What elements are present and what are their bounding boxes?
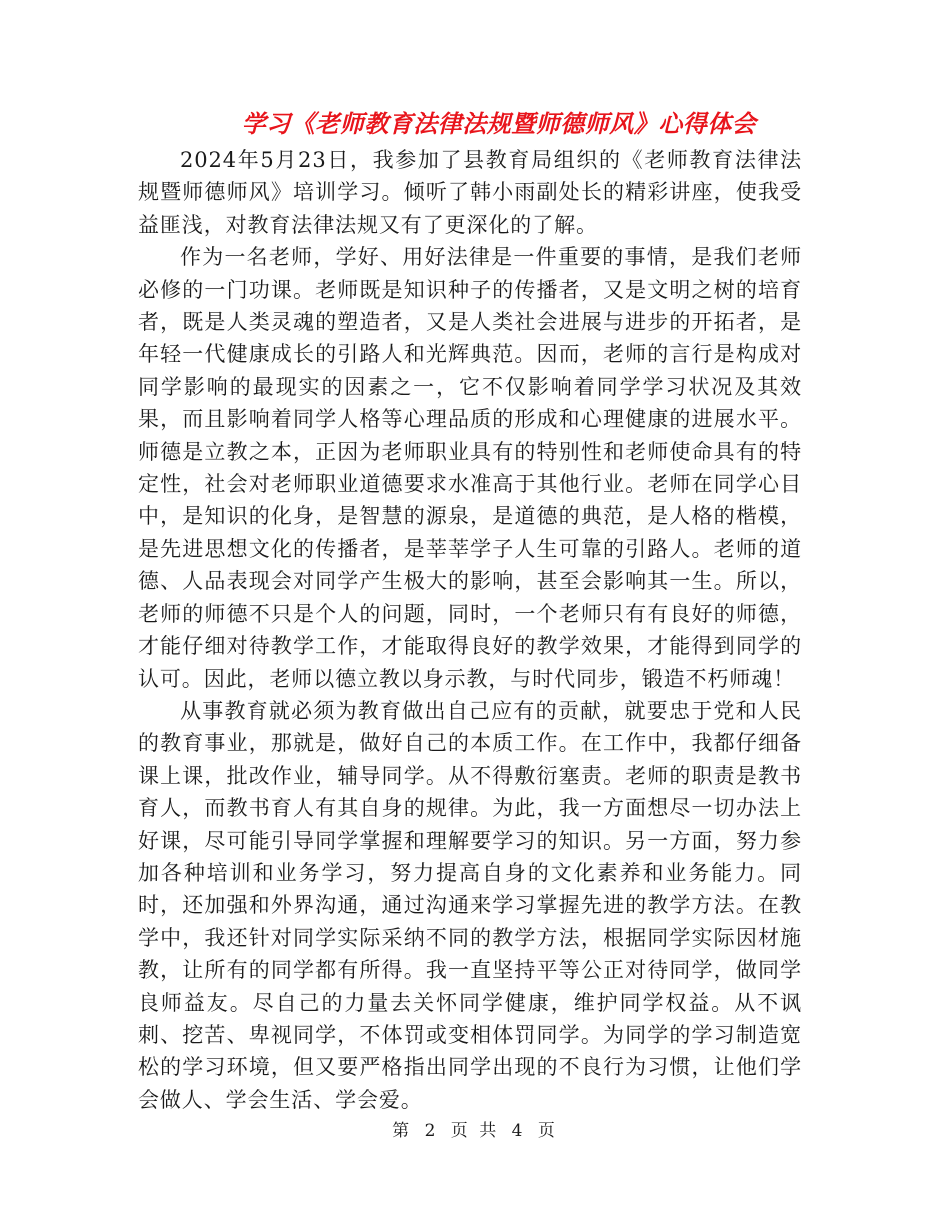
footer-total-pages: 4: [511, 1121, 526, 1141]
paragraph-teacher-ethics: 作为一名老师，学好、用好法律是一件重要的事情，是我们老师必修的一门功课。老师既是知识种子的传播者，又是文明之树的培育者，既是人类灵魂的塑造者，又是人类社会进展与进步的开拓者，是年轻一代健康成长的引路人和光辉典范。因而，老师的言行是构成对同学影响的最现实的因素之一，它不仅影响着同学学习状况及其效果，而且影响着同学人格等心理品质的形成和心理健康的进展水平。师德是立教之本，正因为老师职业具有的特别性和老师使命具有的特定性，社会对老师职业道德要求水准高于其他行业。老师在同学心目中，是知识的化身，是智慧的源泉，是道德的典范，是人格的楷模，是先进思想文化的传播者，是莘莘学子人生可靠的引路人。老师的道德、人品表现会对同学产生极大的影响，甚至会影响其一生。所以，老师的师德不只是个人的问题，同时，一个老师只有有良好的师德，才能仔细对待教学工作，才能取得良好的教学效果，才能得到同学的认可。因此，老师以德立教以身示教，与时代同步，锻造不朽师魂！: [138, 245, 802, 691]
page-footer: [0, 1116, 950, 1141]
footer-middle: 页 共: [450, 1121, 500, 1141]
paragraph-intro: 2024年5月23日，我参加了县教育局组织的《老师教育法律法规暨师德师风》培训学习。倾听了韩小雨副处长的精彩讲座，使我受益匪浅，对教育法律法规又有了更深化的了解。: [138, 148, 802, 237]
document-body: [138, 144, 802, 1116]
document-title: 学习《老师教育法律法规暨师德师风》心得体会: [241, 109, 757, 138]
footer-prefix: 第: [392, 1121, 413, 1141]
footer-suffix: 页: [537, 1121, 558, 1141]
footer-current-page: 2: [424, 1121, 439, 1141]
paragraph-teaching-practice: 从事教育就必须为教育做出自己应有的贡献，就要忠于党和人民的教育事业，那就是，做好自己的本质工作。在工作中，我都仔细备课上课，批改作业，辅导同学。从不得敷衍塞责。老师的职责是教书育人，而教书育人有其自身的规律。为此，我一方面想尽一切办法上好课，尽可能引导同学掌握和理解要学习的知识。另一方面，努力参加各种培训和业务学习，努力提高自身的文化素养和业务能力。同时，还加强和外界沟通，通过沟通来学习掌握先进的教学方法。在教学中，我还针对同学实际采纳不同的教学方法，根据同学实际因材施教，让所有的同学都有所得。我一直坚持平等公正对待同学，做同学良师益友。尽自己的力量去关怀同学健康，维护同学权益。从不讽刺、挖苦、卑视同学，不体罚或变相体罚同学。为同学的学习制造宽松的学习环境，但又要严格指出同学出现的不良行为习惯，让他们学会做人、学会生活、学会爱。: [138, 698, 802, 1112]
